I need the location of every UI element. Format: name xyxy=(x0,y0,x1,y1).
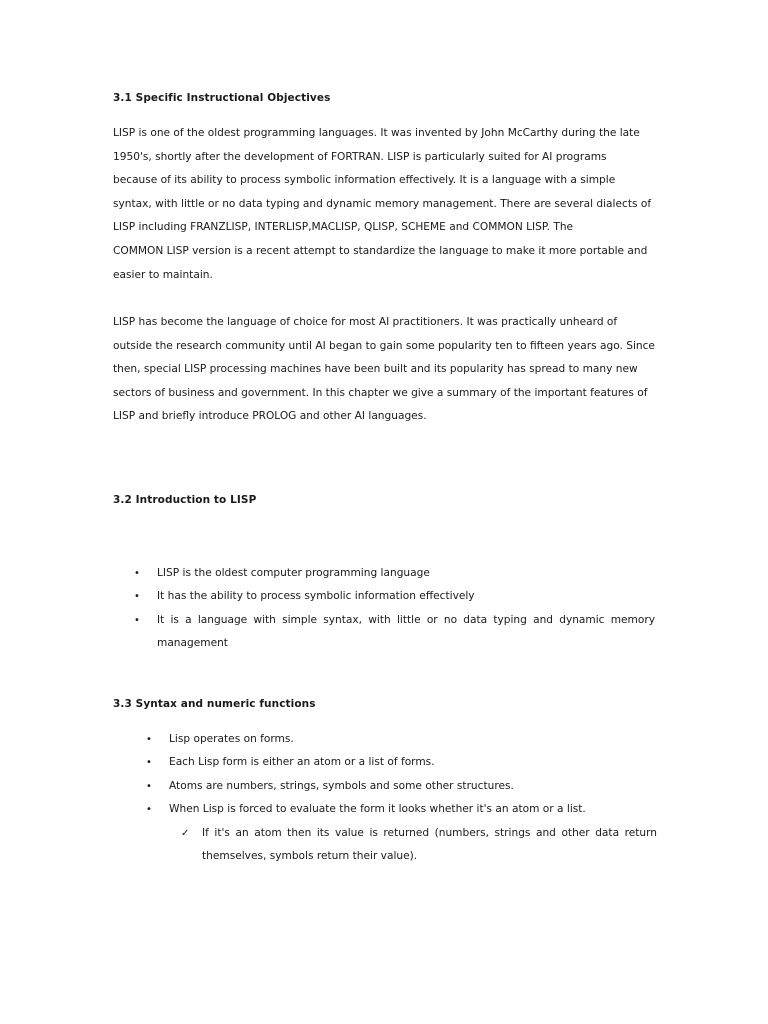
paragraph-lisp-overview xyxy=(113,122,658,287)
paragraph-line: easier to maintain. xyxy=(113,268,213,281)
list-item-text: If it's an atom then its value is returned (numbers, strings and other data return themselves, symbols return their value). xyxy=(202,827,657,863)
bullet-icon: • xyxy=(146,734,152,745)
list-item xyxy=(146,751,659,774)
list-item-text: Each Lisp form is either an atom or a list of forms. xyxy=(169,756,435,769)
paragraph-line: outside the research community until AI began to gain some popularity ten to fifteen years ago. Since xyxy=(113,339,655,352)
section-heading-3-1: 3.1 Specific Instructional Objectives xyxy=(113,92,331,104)
list-item xyxy=(181,822,657,869)
list-item-text: When Lisp is forced to evaluate the form it looks whether it's an atom or a list. xyxy=(169,803,586,816)
list-item xyxy=(146,798,659,821)
paragraph-line: because of its ability to process symbolic information effectively. It is a language with a simple xyxy=(113,174,616,187)
bullet-icon: • xyxy=(146,804,152,816)
bullet-icon: • xyxy=(134,568,140,579)
list-item xyxy=(134,562,655,585)
bullet-icon: • xyxy=(146,757,152,769)
bullet-icon: • xyxy=(134,614,140,626)
paragraph-lisp-popularity xyxy=(113,311,658,429)
paragraph-line: LISP is one of the oldest programming languages. It was invented by John McCarthy during the late xyxy=(113,127,640,139)
list-item-text: LISP is the oldest computer programming language xyxy=(157,567,430,579)
syntax-bullet-list xyxy=(146,728,659,822)
paragraph-line: COMMON LISP version is a recent attempt to standardize the language to make it more portable and xyxy=(113,244,648,257)
paragraph-line: syntax, with little or no data typing and dynamic memory management. There are several dialects of xyxy=(113,197,652,210)
syntax-sub-list xyxy=(181,822,657,869)
list-item xyxy=(134,609,655,656)
list-item-text: It has the ability to process symbolic information effectively xyxy=(157,590,475,603)
list-item-text: Atoms are numbers, strings, symbols and some other structures. xyxy=(169,779,514,792)
paragraph-line: LISP has become the language of choice for most AI practitioners. It was practically unheard of xyxy=(113,316,618,328)
paragraph-line: 1950's, shortly after the development of FORTRAN. LISP is particularly suited for AI programs xyxy=(113,150,607,163)
paragraph-line: LISP and briefly introduce PROLOG and other AI languages. xyxy=(113,410,427,423)
checkmark-icon: ✓ xyxy=(181,828,190,839)
bullet-icon: • xyxy=(146,780,152,792)
bullet-icon: • xyxy=(134,591,140,603)
list-item xyxy=(134,585,655,608)
section-heading-3-2: 3.2 Introduction to LISP xyxy=(113,494,257,506)
paragraph-line: LISP including FRANZLISP, INTERLISP,MACLISP, QLISP, SCHEME and COMMON LISP. The xyxy=(113,221,574,234)
paragraph-line: then, special LISP processing machines have been built and its popularity has spread to many new xyxy=(113,363,638,376)
paragraph-line: sectors of business and government. In this chapter we give a summary of the important features of xyxy=(113,386,648,399)
list-item xyxy=(146,728,659,751)
list-item-text: It is a language with simple syntax, with little or no data typing and dynamic memory management xyxy=(157,613,655,650)
list-item-text: Lisp operates on forms. xyxy=(169,733,294,745)
intro-bullet-list xyxy=(134,562,655,656)
section-heading-3-3: 3.3 Syntax and numeric functions xyxy=(113,698,316,710)
list-item xyxy=(146,775,659,798)
